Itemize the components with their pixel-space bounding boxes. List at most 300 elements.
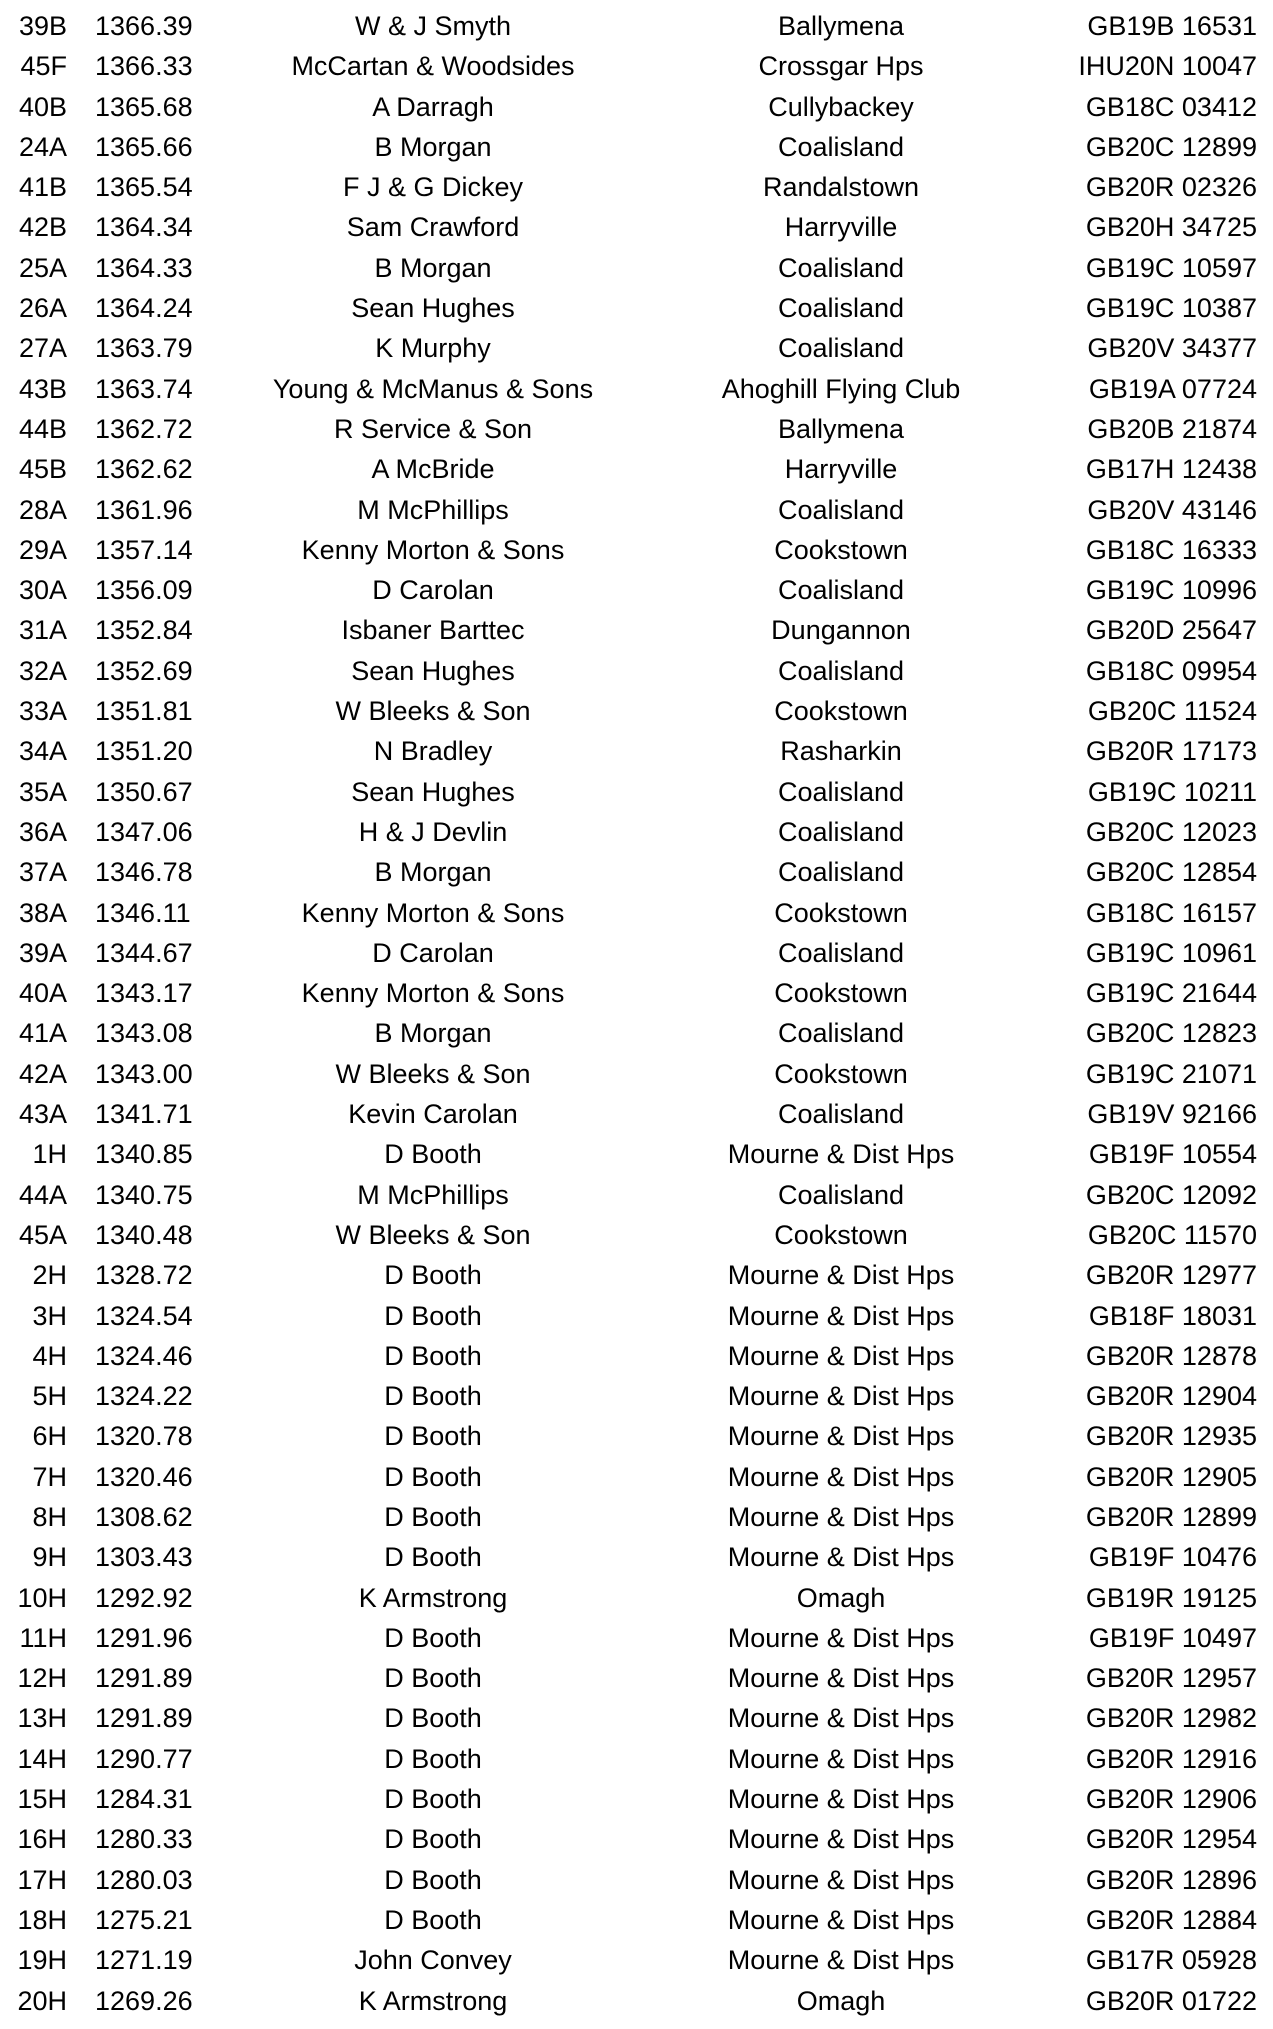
velocity-cell: 1303.43 bbox=[95, 1542, 193, 1573]
club-name-cell: Mourne & Dist Hps bbox=[727, 1663, 955, 1694]
table-row bbox=[0, 409, 1273, 449]
table-row bbox=[0, 1940, 1273, 1980]
velocity-cell: 1290.77 bbox=[95, 1743, 193, 1774]
table-row bbox=[0, 1900, 1273, 1940]
table-row bbox=[0, 167, 1273, 207]
fancier-name-cell: D Booth bbox=[384, 1743, 482, 1774]
ring-number-cell: GB18C 03412 bbox=[1085, 91, 1257, 122]
table-row bbox=[0, 1497, 1273, 1537]
position-cell: 40A bbox=[18, 978, 67, 1009]
ring-number-cell: GB19C 10597 bbox=[1085, 252, 1257, 283]
table-row bbox=[0, 691, 1273, 731]
ring-number-cell: IHU20N 10047 bbox=[1078, 51, 1257, 82]
club-name-cell: Ahoghill Flying Club bbox=[721, 373, 961, 404]
table-row bbox=[0, 87, 1273, 127]
club-name-cell: Cookstown bbox=[774, 696, 908, 727]
position-cell: 44B bbox=[18, 413, 67, 444]
table-row bbox=[0, 1981, 1273, 2021]
table-row bbox=[0, 328, 1273, 368]
velocity-cell: 1280.03 bbox=[95, 1864, 193, 1895]
velocity-cell: 1346.11 bbox=[95, 897, 191, 928]
velocity-cell: 1344.67 bbox=[95, 937, 193, 968]
fancier-name-cell: John Convey bbox=[354, 1945, 512, 1976]
fancier-name-cell: W & J Smyth bbox=[354, 11, 512, 41]
position-cell: 5H bbox=[32, 1381, 67, 1412]
ring-number-cell: GB20R 12896 bbox=[1085, 1864, 1257, 1895]
position-cell: 45F bbox=[20, 51, 67, 82]
club-name-cell: Coalisland bbox=[777, 1179, 905, 1210]
club-name-cell: Cookstown bbox=[774, 897, 908, 928]
table-row bbox=[0, 1739, 1273, 1779]
club-name-cell: Coalisland bbox=[777, 655, 905, 686]
club-name-cell: Coalisland bbox=[777, 131, 905, 162]
fancier-name-cell: Sean Hughes bbox=[351, 293, 515, 324]
ring-number-cell: GB20H 34725 bbox=[1085, 212, 1257, 243]
velocity-cell: 1365.68 bbox=[95, 91, 193, 122]
fancier-name-cell: D Booth bbox=[384, 1139, 482, 1170]
position-cell: 41B bbox=[18, 172, 67, 203]
position-cell: 39A bbox=[18, 937, 67, 968]
table-row bbox=[0, 610, 1273, 650]
table-row bbox=[0, 248, 1273, 288]
ring-number-cell: GB18F 18031 bbox=[1088, 1300, 1257, 1331]
club-name-cell: Cookstown bbox=[774, 1058, 908, 1089]
club-name-cell: Cookstown bbox=[774, 1219, 908, 1250]
ring-number-cell: GB20C 12823 bbox=[1085, 1018, 1257, 1049]
fancier-name-cell: Kevin Carolan bbox=[348, 1099, 518, 1130]
velocity-cell: 1363.79 bbox=[95, 333, 193, 364]
fancier-name-cell: Sean Hughes bbox=[351, 655, 515, 686]
ring-number-cell: GB20C 12854 bbox=[1085, 857, 1257, 888]
position-cell: 8H bbox=[32, 1501, 67, 1532]
velocity-cell: 1343.17 bbox=[95, 978, 193, 1009]
table-row bbox=[0, 490, 1273, 530]
fancier-name-cell: D Booth bbox=[384, 1904, 482, 1935]
table-row bbox=[0, 1658, 1273, 1698]
ring-number-cell: GB20C 11570 bbox=[1087, 1219, 1257, 1250]
fancier-name-cell: W Bleeks & Son bbox=[335, 696, 531, 727]
ring-number-cell: GB17H 12438 bbox=[1085, 454, 1257, 485]
velocity-cell: 1320.78 bbox=[95, 1421, 193, 1452]
ring-number-cell: GB20R 01722 bbox=[1085, 1985, 1257, 2016]
club-name-cell: Omagh bbox=[796, 1985, 886, 2016]
club-name-cell: Mourne & Dist Hps bbox=[727, 1421, 955, 1452]
club-name-cell: Coalisland bbox=[777, 575, 905, 606]
fancier-name-cell: Kenny Morton & Sons bbox=[301, 534, 565, 565]
position-cell: 7H bbox=[32, 1461, 67, 1492]
velocity-cell: 1340.85 bbox=[95, 1139, 193, 1170]
ring-number-cell: GB20R 12906 bbox=[1085, 1784, 1257, 1815]
fancier-name-cell: D Booth bbox=[384, 1381, 482, 1412]
table-row bbox=[0, 369, 1273, 409]
velocity-cell: 1364.34 bbox=[95, 212, 193, 243]
velocity-cell: 1320.46 bbox=[95, 1461, 193, 1492]
table-row bbox=[0, 1215, 1273, 1255]
table-row bbox=[0, 812, 1273, 852]
position-cell: 19H bbox=[17, 1945, 67, 1976]
fancier-name-cell: H & J Devlin bbox=[358, 816, 508, 847]
ring-number-cell: GB19A 07724 bbox=[1088, 373, 1257, 404]
table-row bbox=[0, 893, 1273, 933]
velocity-cell: 1364.33 bbox=[95, 252, 193, 283]
club-name-cell: Mourne & Dist Hps bbox=[727, 1703, 955, 1734]
position-cell: 36A bbox=[18, 816, 67, 847]
table-row bbox=[0, 1416, 1273, 1456]
club-name-cell: Mourne & Dist Hps bbox=[727, 1824, 955, 1855]
position-cell: 24A bbox=[18, 131, 67, 162]
velocity-cell: 1324.54 bbox=[95, 1300, 193, 1331]
table-row bbox=[0, 1578, 1273, 1618]
fancier-name-cell: D Booth bbox=[384, 1340, 482, 1371]
fancier-name-cell: B Morgan bbox=[374, 252, 492, 283]
fancier-name-cell: A Darragh bbox=[372, 91, 494, 122]
position-cell: 43B bbox=[18, 373, 67, 404]
table-row bbox=[0, 1860, 1273, 1900]
velocity-cell: 1280.33 bbox=[95, 1824, 193, 1855]
position-cell: 35A bbox=[18, 776, 67, 807]
fancier-name-cell: D Booth bbox=[384, 1622, 482, 1653]
table-row bbox=[0, 1175, 1273, 1215]
fancier-name-cell: K Armstrong bbox=[358, 1582, 508, 1613]
fancier-name-cell: D Booth bbox=[384, 1300, 482, 1331]
ring-number-cell: GB19C 10387 bbox=[1085, 293, 1257, 324]
fancier-name-cell: B Morgan bbox=[374, 1018, 492, 1049]
table-row bbox=[0, 6, 1273, 46]
results-table bbox=[0, 6, 1273, 2021]
velocity-cell: 1275.21 bbox=[95, 1904, 193, 1935]
club-name-cell: Mourne & Dist Hps bbox=[727, 1904, 955, 1935]
velocity-cell: 1343.08 bbox=[95, 1018, 193, 1049]
fancier-name-cell: M McPhillips bbox=[357, 1179, 509, 1210]
position-cell: 42B bbox=[18, 212, 67, 243]
position-cell: 9H bbox=[32, 1542, 67, 1573]
fancier-name-cell: B Morgan bbox=[374, 857, 492, 888]
ring-number-cell: GB20B 21874 bbox=[1087, 413, 1257, 444]
position-cell: 33A bbox=[18, 696, 67, 727]
velocity-cell: 1366.33 bbox=[95, 51, 193, 82]
velocity-cell: 1292.92 bbox=[95, 1582, 193, 1613]
club-name-cell: Omagh bbox=[796, 1582, 886, 1613]
velocity-cell: 1352.69 bbox=[95, 655, 193, 686]
club-name-cell: Coalisland bbox=[777, 937, 905, 968]
table-row bbox=[0, 570, 1273, 610]
ring-number-cell: GB20V 43146 bbox=[1087, 494, 1257, 525]
fancier-name-cell: D Booth bbox=[384, 1864, 482, 1895]
position-cell: 10H bbox=[17, 1582, 67, 1613]
position-cell: 38A bbox=[18, 897, 67, 928]
velocity-cell: 1328.72 bbox=[95, 1260, 193, 1291]
velocity-cell: 1308.62 bbox=[95, 1501, 193, 1532]
ring-number-cell: GB20R 12916 bbox=[1085, 1743, 1257, 1774]
velocity-cell: 1361.96 bbox=[95, 494, 193, 525]
position-cell: 43A bbox=[18, 1099, 67, 1130]
position-cell: 31A bbox=[18, 615, 67, 646]
club-name-cell: Harryville bbox=[784, 454, 898, 485]
ring-number-cell: GB20R 12982 bbox=[1085, 1703, 1257, 1734]
fancier-name-cell: A McBride bbox=[371, 454, 495, 485]
position-cell: 12H bbox=[17, 1663, 67, 1694]
table-row bbox=[0, 449, 1273, 489]
position-cell: 3H bbox=[32, 1300, 67, 1331]
velocity-cell: 1350.67 bbox=[95, 776, 193, 807]
fancier-name-cell: D Carolan bbox=[372, 575, 494, 606]
position-cell: 1H bbox=[32, 1139, 67, 1170]
velocity-cell: 1365.66 bbox=[95, 131, 193, 162]
position-cell: 42A bbox=[18, 1058, 67, 1089]
position-cell: 45B bbox=[18, 454, 67, 485]
ring-number-cell: GB20C 12899 bbox=[1085, 131, 1257, 162]
fancier-name-cell: K Armstrong bbox=[358, 1985, 508, 2016]
ring-number-cell: GB19R 19125 bbox=[1085, 1582, 1257, 1613]
fancier-name-cell: W Bleeks & Son bbox=[335, 1058, 531, 1089]
table-row bbox=[0, 933, 1273, 973]
velocity-cell: 1284.31 bbox=[95, 1784, 193, 1815]
velocity-cell: 1271.19 bbox=[95, 1945, 193, 1976]
velocity-cell: 1351.81 bbox=[95, 696, 193, 727]
fancier-name-cell: N Bradley bbox=[373, 736, 493, 767]
position-cell: 11H bbox=[19, 1622, 67, 1653]
position-cell: 20H bbox=[17, 1985, 67, 2016]
table-row bbox=[0, 1054, 1273, 1094]
club-name-cell: Mourne & Dist Hps bbox=[727, 1461, 955, 1492]
ring-number-cell: GB19F 10497 bbox=[1088, 1622, 1257, 1653]
velocity-cell: 1363.74 bbox=[95, 373, 193, 404]
velocity-cell: 1351.20 bbox=[95, 736, 193, 767]
fancier-name-cell: Sean Hughes bbox=[351, 776, 515, 807]
position-cell: 14H bbox=[17, 1743, 67, 1774]
ring-number-cell: GB20R 12954 bbox=[1085, 1824, 1257, 1855]
position-cell: 4H bbox=[32, 1340, 67, 1371]
table-row bbox=[0, 973, 1273, 1013]
club-name-cell: Coalisland bbox=[777, 494, 905, 525]
position-cell: 16H bbox=[17, 1824, 67, 1855]
position-cell: 25A bbox=[18, 252, 67, 283]
velocity-cell: 1340.75 bbox=[95, 1179, 193, 1210]
ring-number-cell: GB20D 25647 bbox=[1085, 615, 1257, 646]
fancier-name-cell: D Booth bbox=[384, 1784, 482, 1815]
table-row bbox=[0, 1376, 1273, 1416]
fancier-name-cell: D Booth bbox=[384, 1260, 482, 1291]
club-name-cell: Coalisland bbox=[777, 1099, 905, 1130]
club-name-cell: Randalstown bbox=[762, 172, 920, 203]
fancier-name-cell: D Booth bbox=[384, 1703, 482, 1734]
velocity-cell: 1291.89 bbox=[95, 1703, 193, 1734]
club-name-cell: Mourne & Dist Hps bbox=[727, 1300, 955, 1331]
ring-number-cell: GB19C 10996 bbox=[1085, 575, 1257, 606]
velocity-cell: 1291.89 bbox=[95, 1663, 193, 1694]
table-row bbox=[0, 731, 1273, 771]
ring-number-cell: GB20C 12092 bbox=[1085, 1179, 1257, 1210]
fancier-name-cell: Kenny Morton & Sons bbox=[301, 897, 565, 928]
position-cell: 40B bbox=[18, 91, 67, 122]
velocity-cell: 1362.62 bbox=[95, 454, 193, 485]
velocity-cell: 1291.96 bbox=[95, 1622, 193, 1653]
club-name-cell: Mourne & Dist Hps bbox=[727, 1260, 955, 1291]
club-name-cell: Mourne & Dist Hps bbox=[727, 1945, 955, 1976]
table-row bbox=[0, 1296, 1273, 1336]
fancier-name-cell: Isbaner Barttec bbox=[341, 615, 525, 646]
ring-number-cell: GB19B 16531 bbox=[1087, 11, 1257, 41]
club-name-cell: Mourne & Dist Hps bbox=[727, 1340, 955, 1371]
club-name-cell: Coalisland bbox=[777, 1018, 905, 1049]
position-cell: 32A bbox=[18, 655, 67, 686]
ring-number-cell: GB19C 10211 bbox=[1087, 776, 1257, 807]
velocity-cell: 1324.46 bbox=[95, 1340, 193, 1371]
ring-number-cell: GB19C 21644 bbox=[1085, 978, 1257, 1009]
ring-number-cell: GB19C 21071 bbox=[1085, 1058, 1257, 1089]
ring-number-cell: GB20C 11524 bbox=[1087, 696, 1257, 727]
table-row bbox=[0, 852, 1273, 892]
velocity-cell: 1357.14 bbox=[95, 534, 193, 565]
position-cell: 41A bbox=[18, 1018, 67, 1049]
ring-number-cell: GB18C 09954 bbox=[1085, 655, 1257, 686]
fancier-name-cell: W Bleeks & Son bbox=[335, 1219, 531, 1250]
position-cell: 18H bbox=[17, 1904, 67, 1935]
fancier-name-cell: R Service & Son bbox=[333, 413, 533, 444]
ring-number-cell: GB19F 10554 bbox=[1088, 1139, 1257, 1170]
fancier-name-cell: Young & McManus & Sons bbox=[272, 373, 594, 404]
fancier-name-cell: D Booth bbox=[384, 1501, 482, 1532]
club-name-cell: Mourne & Dist Hps bbox=[727, 1381, 955, 1412]
table-row bbox=[0, 288, 1273, 328]
table-row bbox=[0, 651, 1273, 691]
ring-number-cell: GB20R 12935 bbox=[1085, 1421, 1257, 1452]
ring-number-cell: GB20R 17173 bbox=[1085, 736, 1257, 767]
velocity-cell: 1346.78 bbox=[95, 857, 193, 888]
velocity-cell: 1340.48 bbox=[95, 1219, 193, 1250]
ring-number-cell: GB20C 12023 bbox=[1085, 816, 1257, 847]
club-name-cell: Cookstown bbox=[774, 534, 908, 565]
ring-number-cell: GB20R 12977 bbox=[1085, 1260, 1257, 1291]
club-name-cell: Coalisland bbox=[777, 333, 905, 364]
table-row bbox=[0, 1618, 1273, 1658]
ring-number-cell: GB17R 05928 bbox=[1085, 1945, 1257, 1976]
velocity-cell: 1352.84 bbox=[95, 615, 193, 646]
club-name-cell: Mourne & Dist Hps bbox=[727, 1501, 955, 1532]
position-cell: 44A bbox=[18, 1179, 67, 1210]
fancier-name-cell: D Booth bbox=[384, 1421, 482, 1452]
ring-number-cell: GB20V 34377 bbox=[1087, 333, 1257, 364]
fancier-name-cell: F J & G Dickey bbox=[342, 172, 524, 203]
position-cell: 45A bbox=[18, 1219, 67, 1250]
ring-number-cell: GB20R 12884 bbox=[1085, 1904, 1257, 1935]
club-name-cell: Harryville bbox=[784, 212, 898, 243]
club-name-cell: Mourne & Dist Hps bbox=[727, 1743, 955, 1774]
fancier-name-cell: D Booth bbox=[384, 1663, 482, 1694]
club-name-cell: Coalisland bbox=[777, 776, 905, 807]
velocity-cell: 1347.06 bbox=[95, 816, 193, 847]
velocity-cell: 1362.72 bbox=[95, 413, 193, 444]
position-cell: 29A bbox=[18, 534, 67, 565]
position-cell: 28A bbox=[18, 494, 67, 525]
club-name-cell: Mourne & Dist Hps bbox=[727, 1139, 955, 1170]
ring-number-cell: GB19F 10476 bbox=[1088, 1542, 1257, 1573]
ring-number-cell: GB20R 12878 bbox=[1085, 1340, 1257, 1371]
club-name-cell: Rasharkin bbox=[780, 736, 902, 767]
table-row bbox=[0, 1134, 1273, 1174]
club-name-cell: Mourne & Dist Hps bbox=[727, 1622, 955, 1653]
club-name-cell: Mourne & Dist Hps bbox=[727, 1542, 955, 1573]
position-cell: 39B bbox=[18, 11, 67, 41]
ring-number-cell: GB20R 12899 bbox=[1085, 1501, 1257, 1532]
club-name-cell: Crossgar Hps bbox=[758, 51, 924, 82]
club-name-cell: Dungannon bbox=[771, 615, 911, 646]
club-name-cell: Coalisland bbox=[777, 857, 905, 888]
club-name-cell: Coalisland bbox=[777, 293, 905, 324]
position-cell: 6H bbox=[32, 1421, 67, 1452]
table-row bbox=[0, 1537, 1273, 1577]
club-name-cell: Coalisland bbox=[777, 816, 905, 847]
ring-number-cell: GB20R 12905 bbox=[1085, 1461, 1257, 1492]
ring-number-cell: GB20R 12904 bbox=[1085, 1381, 1257, 1412]
position-cell: 13H bbox=[17, 1703, 67, 1734]
position-cell: 15H bbox=[17, 1784, 67, 1815]
fancier-name-cell: D Carolan bbox=[372, 937, 494, 968]
table-row bbox=[0, 772, 1273, 812]
ring-number-cell: GB20R 02326 bbox=[1085, 172, 1257, 203]
position-cell: 17H bbox=[17, 1864, 67, 1895]
table-row bbox=[0, 1013, 1273, 1053]
table-row bbox=[0, 1094, 1273, 1134]
table-row bbox=[0, 207, 1273, 247]
ring-number-cell: GB20R 12957 bbox=[1085, 1663, 1257, 1694]
table-row bbox=[0, 1779, 1273, 1819]
fancier-name-cell: D Booth bbox=[384, 1461, 482, 1492]
position-cell: 37A bbox=[18, 857, 67, 888]
fancier-name-cell: McCartan & Woodsides bbox=[291, 51, 575, 82]
club-name-cell: Mourne & Dist Hps bbox=[727, 1784, 955, 1815]
club-name-cell: Cullybackey bbox=[768, 91, 914, 122]
fancier-name-cell: B Morgan bbox=[374, 131, 492, 162]
ring-number-cell: GB18C 16157 bbox=[1085, 897, 1257, 928]
fancier-name-cell: K Murphy bbox=[375, 333, 491, 364]
fancier-name-cell: D Booth bbox=[384, 1542, 482, 1573]
position-cell: 2H bbox=[32, 1260, 67, 1291]
velocity-cell: 1341.71 bbox=[95, 1099, 193, 1130]
velocity-cell: 1343.00 bbox=[95, 1058, 193, 1089]
position-cell: 30A bbox=[18, 575, 67, 606]
ring-number-cell: GB19V 92166 bbox=[1087, 1099, 1257, 1130]
fancier-name-cell: M McPhillips bbox=[357, 494, 509, 525]
fancier-name-cell: D Booth bbox=[384, 1824, 482, 1855]
club-name-cell: Ballymena bbox=[777, 11, 905, 41]
fancier-name-cell: Sam Crawford bbox=[346, 212, 520, 243]
velocity-cell: 1366.39 bbox=[95, 11, 193, 41]
table-row bbox=[0, 530, 1273, 570]
table-row bbox=[0, 127, 1273, 167]
table-row bbox=[0, 1255, 1273, 1295]
velocity-cell: 1324.22 bbox=[95, 1381, 193, 1412]
table-row bbox=[0, 1336, 1273, 1376]
fancier-name-cell: Kenny Morton & Sons bbox=[301, 978, 565, 1009]
table-row bbox=[0, 1698, 1273, 1738]
table-row bbox=[0, 46, 1273, 86]
position-cell: 26A bbox=[18, 293, 67, 324]
ring-number-cell: GB18C 16333 bbox=[1085, 534, 1257, 565]
position-cell: 27A bbox=[18, 333, 67, 364]
club-name-cell: Cookstown bbox=[774, 978, 908, 1009]
velocity-cell: 1269.26 bbox=[95, 1985, 193, 2016]
club-name-cell: Mourne & Dist Hps bbox=[727, 1864, 955, 1895]
velocity-cell: 1364.24 bbox=[95, 293, 193, 324]
ring-number-cell: GB19C 10961 bbox=[1085, 937, 1257, 968]
velocity-cell: 1356.09 bbox=[95, 575, 193, 606]
velocity-cell: 1365.54 bbox=[95, 172, 193, 203]
table-row bbox=[0, 1819, 1273, 1859]
club-name-cell: Coalisland bbox=[777, 252, 905, 283]
club-name-cell: Ballymena bbox=[777, 413, 905, 444]
table-row bbox=[0, 1457, 1273, 1497]
